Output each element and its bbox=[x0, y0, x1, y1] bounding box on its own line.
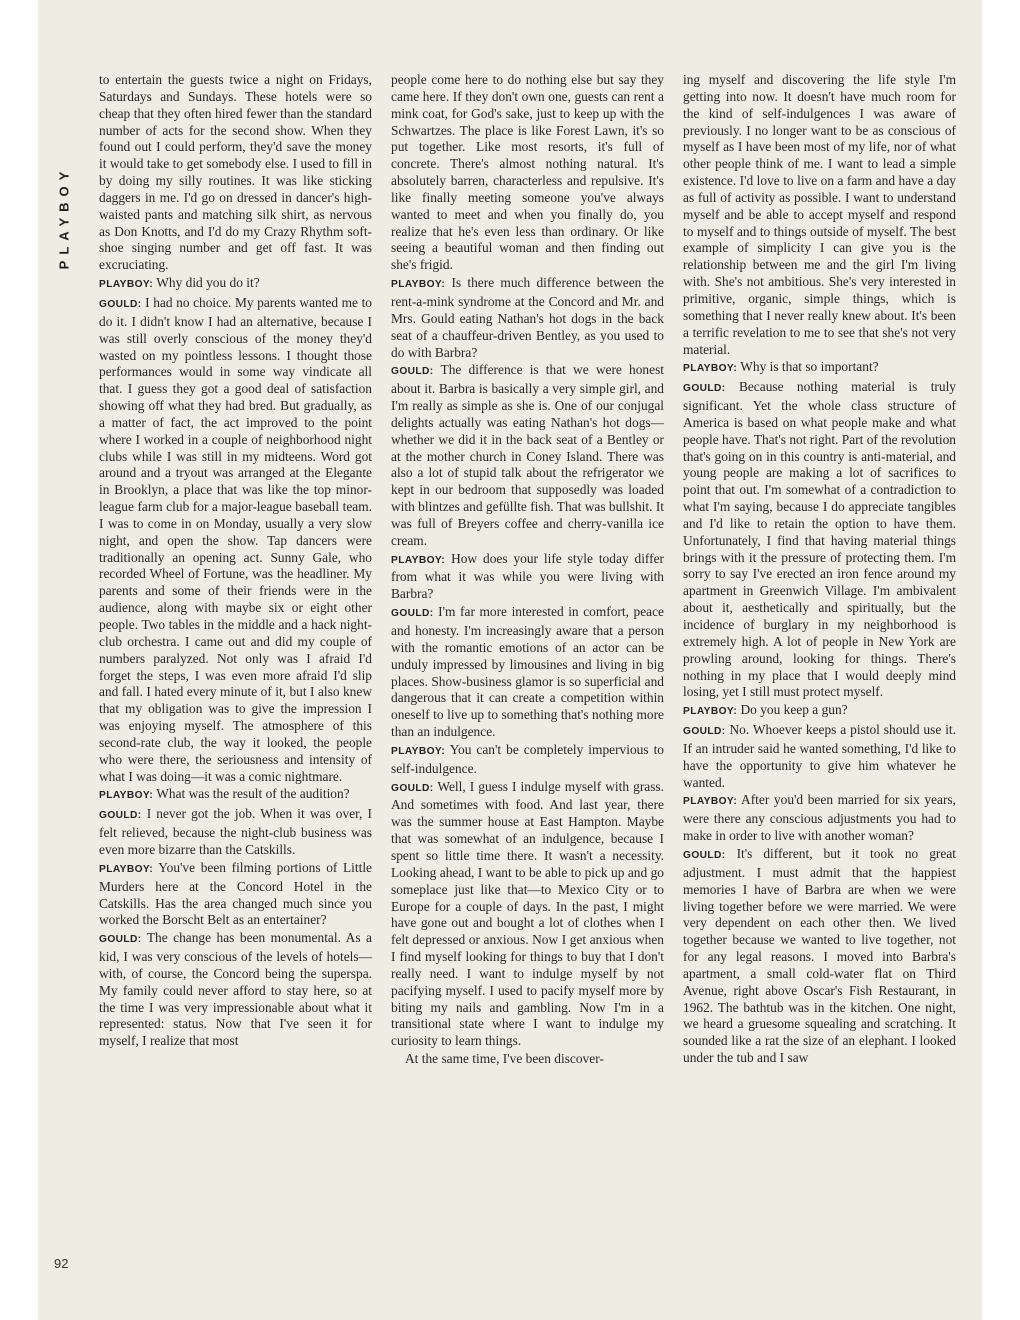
speaker-label: GOULD: bbox=[683, 849, 726, 861]
paragraph bbox=[99, 295, 372, 785]
paragraph-text: It's different, but it took no great adjustment. I must admit that the happiest memories I have of Barbra are when we were living together before we were married. We were very dependent on each other then. We lived together because we wanted to live together, not for any legal reasons. I moved into Barbra's apartment, a small cold-water flat on Third Avenue, right above Oscar's Fish Restaurant, in 1962. The bathtub was in the kitchen. One night, we heard a gruesome squealing and scratching. It sounded like a rat the size of an elephant. I looked under the tub and I saw bbox=[683, 845, 956, 1066]
speaker-label: GOULD: bbox=[391, 366, 434, 378]
paragraph bbox=[683, 379, 956, 701]
magazine-name: PLAYBOY bbox=[56, 165, 72, 270]
speaker-label: GOULD: bbox=[99, 810, 142, 822]
paragraph-text: You can't be completely impervious to self-indulgence. bbox=[391, 741, 664, 776]
paragraph bbox=[391, 1051, 664, 1068]
speaker-label: PLAYBOY: bbox=[99, 790, 154, 802]
paragraph bbox=[683, 702, 956, 721]
paragraph-text: At the same time, I've been discover- bbox=[405, 1051, 604, 1067]
speaker-label: PLAYBOY: bbox=[99, 863, 154, 875]
paragraph bbox=[391, 742, 664, 778]
paragraph-text: How does your life style today differ from what it was while you were living with Barbra? bbox=[391, 550, 664, 602]
paragraph bbox=[683, 359, 956, 378]
magazine-masthead-vertical bbox=[44, 60, 84, 270]
speaker-label: PLAYBOY: bbox=[683, 796, 738, 808]
speaker-label: PLAYBOY: bbox=[683, 706, 738, 718]
paragraph-text: After you'd been married for six years, were there any conscious adjustments you had to make in order to live with another woman? bbox=[683, 792, 956, 844]
paragraph-text: I'm far more interested in comfort, peace and honesty. I'm increasingly aware that a person with the romantic emotions of an actor can be unduly impressed by limousines and living in big places. Show-business glamor is so superficial and dangerous that it can create a competition within oneself to live up to something that's nothing more than an indulgence. bbox=[391, 604, 664, 740]
paragraph-text: ing myself and discovering the life style I'm getting into now. It doesn't have much room for the kind of self-indulgences I was aware of previously. I no longer want to be as conscious of myself as I have been most of my life, nor of what other people think of me. I want to lead a simple existence. I'd love to live on a farm and have a day as full of activity as possible. I want to understand myself and be able to accept myself and respond to myself and to things outside of myself. The best example of simplicity I can give you is the relationship between me and the girl I'm living with. She's not ambitious. She's very interested in primitive, organic, simple things, which is something that I never really knew about. It's been a terrific revelation to me to see that she's not very material. bbox=[683, 72, 956, 357]
page-number: 92 bbox=[54, 1256, 69, 1271]
paragraph-text: No. Whoever keeps a pistol should use it. If an intruder said he wanted something, I'd like to have the opportunity to give him whatever he wanted. bbox=[683, 722, 956, 790]
paragraph bbox=[683, 72, 956, 358]
paragraph-text: The difference is that we were honest about it. Barbra is basically a very simple girl, and I'm really as simple as she is. One of our conjugal delights actually was eating Nathan's hot dogs—whether we did it in the back seat of a Bentley or at the mother church in Coney Island. There was also a lot of stupid talk about the refrigerator we kept in our bedroom that supposedly was loaded with blintzes and gefüllte fish. That was bullshit. It was full of Breyers coffee and cherry-vanilla ice cream. bbox=[391, 362, 664, 548]
speaker-label: GOULD: bbox=[391, 608, 434, 620]
paragraph-text: I had no choice. My parents wanted me to do it. I didn't know I had an alternative, because I was still overly conscious of the money they'd wasted on my pointless lessons. I thought those performances would in some way vindicate all that. I guess they got a good deal of satisfaction showing off what they had bred. But gradually, as a matter of fact, the act improved to the point where I worked in a couple of neighborhood night clubs while I was still in my midteens. Word got around and a tryout was arranged at the Elegante in Brooklyn, a place that was like the top minor-league farm club for a major-league baseball team. I was to come in on Monday, usually a very slow night, and open the show. Tap dancers were traditionally an opening act. Sunny Gale, who recorded Wheel of Fortune, was the headliner. My parents and some of their friends were in the audience, along with maybe six or eight other people. Two tables in the middle and a hack night-club orchestra. I came out and did my couple of numbers paralyzed. Not only was I afraid I'd forget the steps, I was even more afraid I'd slip and fall. I hated every minute of it, but I also knew that my obligation was to give the impression I was enjoying myself. The atmosphere of this second-rate club, the way it looked, the people who were there, the seriousness and intensity of what I was doing—it was a comic nightmare. bbox=[99, 294, 372, 784]
paragraph-text: people come here to do nothing else but say they came here. If they don't own one, guests can rent a mink coat, for God's sake, just to keep up with the Schwartzes. The place is like Forest Lawn, it's so put together. Like most resorts, it's full of concrete. There's almost nothing natural. It's absolutely barren, characterless and repulsive. It's like finally meeting someone you've always wanted to meet and when you finally do, you realize that he's even less than ordinary. Or like seeing a beautiful woman and then finding out she's frigid. bbox=[391, 72, 664, 273]
speaker-label: PLAYBOY: bbox=[391, 745, 446, 757]
paragraph bbox=[99, 930, 372, 1050]
paragraph bbox=[683, 722, 956, 791]
paragraph-text: Because nothing material is truly significant. Yet the whole class structure of America is based on what people make and what people have. That's not right. Part of the revolution that's going on in this country is anti-material, and young people are making a lot of sacrifices to point that out. I'm somewhat of a contradiction to what I'm saying, because I do appreciate tangibles and I'd like to retain the option to have them. Unfortunately, I find that having material things brings with it the pressure of protecting them. I'm sorry to say I've erected an iron fence around my apartment in Greenwich Village. I'm ambivalent about it, aesthetically and spiritually, but the incidence of burglary in my neighborhood is extremely high. A lot of people in New York are prowling around, looking for things. There's nothing in my place that I would deeply mind losing, yet I still must protect myself. bbox=[683, 379, 956, 700]
paragraph bbox=[99, 275, 372, 294]
speaker-label: PLAYBOY: bbox=[391, 279, 446, 291]
text-column-3 bbox=[683, 72, 956, 1068]
speaker-label: PLAYBOY: bbox=[683, 363, 738, 375]
speaker-label: GOULD: bbox=[391, 782, 434, 794]
speaker-label: GOULD: bbox=[683, 383, 726, 395]
paragraph-text: to entertain the guests twice a night on Fridays, Saturdays and Sundays. These hotels were so cheap that they often hired fewer than the standard number of acts for the second show. When they found out I could perform, they'd save the money it would take to get somebody else. I used to fill in by doing my silly routines. It was like sticking daggers in me. I'd go on dressed in dancer's high-waisted pants and matching silk shirt, as nervous as Don Knotts, and I'd do my Crazy Rhythm soft-shoe singing number and get off fast. It was excruciating. bbox=[99, 72, 372, 273]
speaker-label: PLAYBOY: bbox=[391, 554, 446, 566]
paragraph-text: I never got the job. When it was over, I felt relieved, because the night-club business was even more bizarre than the Catskills. bbox=[99, 806, 372, 857]
paragraph-text: You've been filming portions of Little Murders here at the Concord Hotel in the Catskills. Has the area changed much since you worked the Borscht Belt as an entertainer? bbox=[99, 859, 372, 928]
speaker-label: GOULD: bbox=[99, 298, 142, 310]
paragraph bbox=[391, 275, 664, 361]
paragraph bbox=[391, 551, 664, 604]
text-column-2 bbox=[391, 72, 664, 1069]
paragraph-text: Well, I guess I indulge myself with grass. And sometimes with food. And last year, there was the summer house at East Hampton. Maybe that was somewhat of an indulgence, because I spent so little time there. It wasn't a necessity. Looking ahead, I want to be able to pick up and go someplace just like that—to Mexico City or to Europe for a couple of days. In the past, I might have gone out and bought a lot of clothes when I felt depressed or anxious. Now I get anxious when I find myself looking for things to buy that I don't really need. I want to indulge myself by not pacifying myself. I used to pacify myself more by biting my nails and gambling. Now I'm in a transitional state where I want to indulge my curiosity to learn things. bbox=[391, 778, 664, 1049]
paragraph bbox=[99, 786, 372, 805]
paragraph bbox=[391, 362, 664, 549]
paragraph bbox=[683, 846, 956, 1067]
paragraph bbox=[99, 72, 372, 274]
paragraph-text: Why did you do it? bbox=[156, 275, 260, 291]
paragraph bbox=[391, 604, 664, 741]
paragraph-text: The change has been monumental. As a kid, I was very conscious of the levels of hotels—with, of course, the Concord being the superspa. My family could never afford to stay here, so at the time I was very impressionable about what it represented: status. Now that I've seen it for myself, I realize that most bbox=[99, 930, 372, 1049]
paragraph-text: What was the result of the audition? bbox=[156, 786, 350, 802]
paragraph bbox=[391, 779, 664, 1051]
paragraph bbox=[99, 860, 372, 929]
text-column-1 bbox=[99, 72, 372, 1051]
speaker-label: PLAYBOY: bbox=[99, 279, 154, 291]
paragraph bbox=[391, 72, 664, 274]
paragraph bbox=[99, 806, 372, 859]
speaker-label: GOULD: bbox=[99, 934, 142, 946]
paragraph-text: Do you keep a gun? bbox=[740, 702, 848, 718]
speaker-label: GOULD: bbox=[683, 726, 726, 738]
paragraph bbox=[683, 792, 956, 845]
paragraph-text: Is there much difference between the rent-a-mink syndrome at the Concord and Mr. and Mrs. Gould eating Nathan's hot dogs in the back seat of a chauffeur-driven Bentley, as you used to do with Barbra? bbox=[391, 275, 664, 360]
paragraph-text: Why is that so important? bbox=[740, 359, 879, 375]
